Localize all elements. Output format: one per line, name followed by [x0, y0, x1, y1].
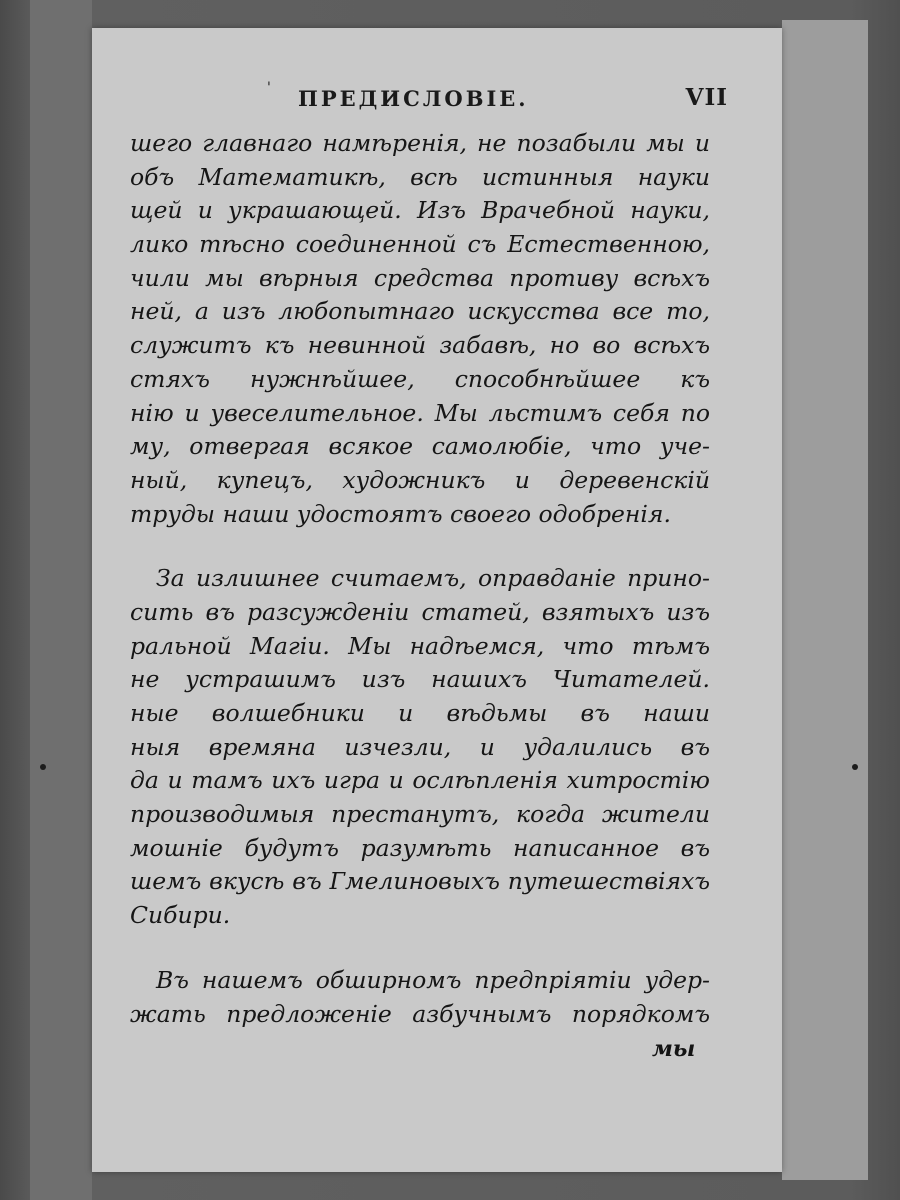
running-title: ПРЕДИСЛОВІЕ. — [298, 86, 529, 111]
text-line: мошніе будутъ разумѣть написанное въ — [130, 833, 710, 862]
text-line: не устрашимъ изъ нашихъ Читателей. — [130, 665, 710, 694]
text-line: шего главнаго намѣренія, не позабыли мы и — [130, 129, 710, 157]
text-line: труды наши удостоятъ своего одобренія. — [130, 499, 671, 528]
paragraph — [130, 562, 710, 933]
left-binding-shadow — [30, 0, 92, 1200]
text-line: щей и украшающей. Изъ Врачебной науки, — [130, 196, 710, 225]
text-line: служитъ къ невинной забавѣ, но во всѣхъ — [130, 331, 710, 360]
text-line: объ Математикѣ, всѣ истинныя науки — [130, 162, 710, 191]
text-line: производимыя престанутъ, когда жители — [130, 800, 710, 829]
text-line: чили мы вѣрныя средства противу всѣхъ — [130, 263, 710, 292]
margin-speck — [40, 764, 46, 770]
page-number: VII — [685, 84, 728, 111]
text-line: ныя времяна изчезли, и удалились въ — [130, 732, 710, 761]
text-line: лико тѣсно соединенной съ Естественною, — [130, 230, 710, 259]
text-line: ней, а изъ любопытнаго искусства все то, — [130, 297, 710, 326]
paragraph — [130, 964, 710, 1031]
body-text — [130, 127, 710, 1031]
text-line: Въ нашемъ обширномъ предпріятіи удер- — [156, 965, 710, 994]
text-line: шемъ вкусѣ въ Гмелиновыхъ путешествіяхъ — [130, 867, 710, 896]
paragraph-spacer — [130, 531, 710, 562]
header-mark: ' — [267, 80, 271, 96]
text-line: ный, купецъ, художникъ и деревенскій — [130, 465, 710, 494]
text-line: ральной Магіи. Мы надѣемся, что тѣмъ — [130, 631, 710, 660]
text-line: да и тамъ ихъ игра и ослѣпленія хитростію — [130, 766, 710, 795]
paragraph-spacer — [130, 933, 710, 964]
text-line: За излишнее считаемъ, оправданіе прино- — [156, 564, 710, 593]
text-line: ные волшебники и вѣдьмы въ наши — [130, 699, 710, 727]
text-line: жать предложеніе азбучнымъ порядкомъ — [130, 999, 710, 1028]
margin-speck — [852, 764, 858, 770]
text-line: Сибири. — [130, 901, 231, 930]
right-page-edge — [782, 20, 868, 1180]
page-header — [200, 78, 760, 118]
text-line: нію и увеселительное. Мы льстимъ себя по — [130, 398, 710, 427]
catchword: мы — [652, 1036, 696, 1062]
paragraph — [130, 127, 710, 531]
text-line: стяхъ нужнѣйшее, способнѣйшее къ — [130, 364, 710, 393]
text-line: му, отвергая всякое самолюбіе, что уче- — [130, 432, 710, 461]
text-line: сить въ разсужденіи статей, взятыхъ изъ — [130, 597, 710, 626]
